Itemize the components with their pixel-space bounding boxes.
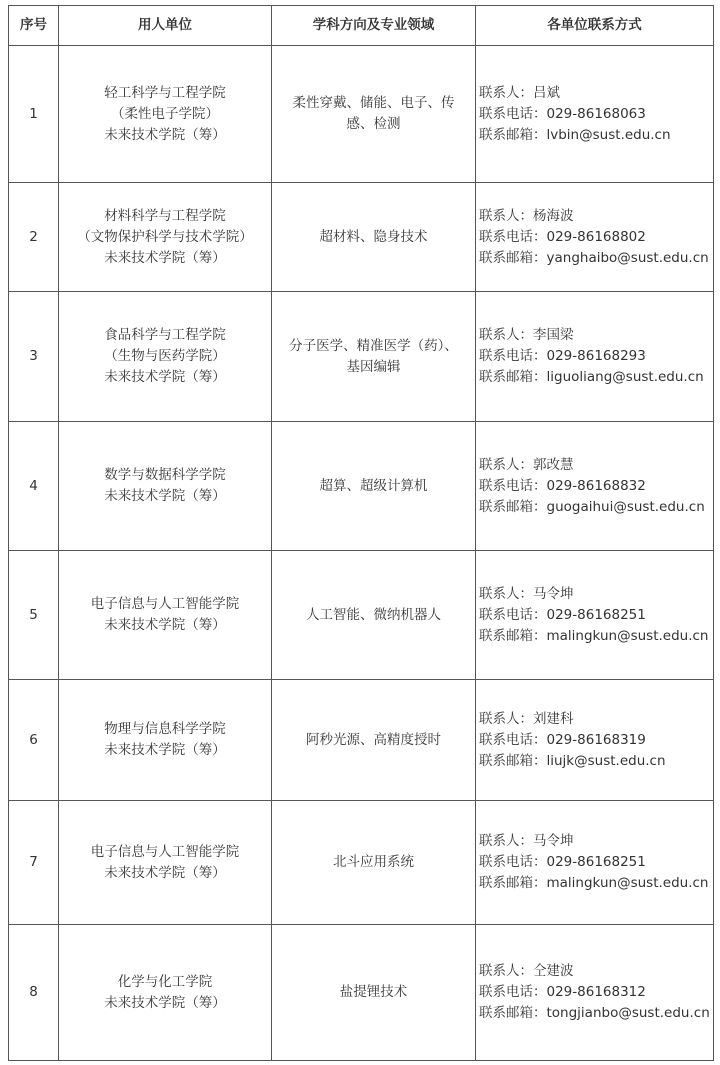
- employer-unit-line: 未来技术学院（筹）: [104, 369, 226, 385]
- contact-person-label: 联系人：: [479, 456, 533, 473]
- contact-phone-line: [479, 730, 713, 751]
- employer-unit-line: 化学与化工学院: [117, 973, 213, 990]
- table-header-row: [9, 6, 714, 46]
- row-number: 1: [9, 46, 59, 183]
- contact-person-label: 联系人：: [479, 710, 533, 727]
- contact-person-line: [479, 206, 713, 227]
- contact-email-line: [479, 497, 713, 518]
- discipline-field: 分子医学、精准医学（药）、基因编辑: [272, 292, 476, 422]
- employer-unit-cell: [59, 801, 272, 925]
- contact-person-label: 联系人：: [479, 327, 533, 343]
- employer-unit-cell: [59, 925, 272, 1061]
- contact-email-label: 联系邮箱：: [479, 369, 547, 385]
- row-number: 3: [9, 292, 59, 422]
- discipline-field: 超材料、隐身技术: [272, 183, 476, 292]
- contact-person-line: [479, 83, 713, 104]
- table-row: [9, 551, 714, 680]
- contact-email-label: 联系邮箱：: [479, 126, 547, 143]
- employer-unit-line: 数学与数据科学学院: [104, 467, 226, 483]
- contact-person-label: 联系人：: [479, 833, 533, 849]
- contact-phone-label: 联系电话：: [479, 105, 547, 122]
- employer-unit-line: 轻工科学与工程学院: [104, 84, 226, 101]
- table-row: [9, 292, 714, 422]
- contact-person-value: 仝建波: [533, 963, 574, 979]
- contact-person-label: 联系人：: [479, 963, 533, 979]
- contact-person-value: 马令坤: [533, 833, 574, 849]
- employer-unit-line: 未来技术学院（筹）: [104, 617, 226, 633]
- contact-email-line: [479, 248, 713, 269]
- table-row: [9, 183, 714, 292]
- discipline-field: 柔性穿戴、储能、电子、传感、检测: [272, 46, 476, 183]
- contact-phone-value: 029-86168293: [546, 348, 646, 364]
- contact-phone-label: 联系电话：: [479, 606, 547, 623]
- contact-phone-line: [479, 982, 713, 1003]
- contact-phone-value: 029-86168319: [546, 731, 646, 748]
- contact-person-line: [479, 584, 713, 605]
- contact-email-line: [479, 751, 713, 772]
- contact-phone-label: 联系电话：: [479, 731, 547, 748]
- contact-person-value: 吕斌: [533, 84, 560, 101]
- row-number: 2: [9, 183, 59, 292]
- contact-email-value[interactable]: guogaihui@sust.edu.cn: [546, 498, 705, 515]
- discipline-field: 北斗应用系统: [272, 801, 476, 925]
- contact-phone-line: [479, 605, 713, 626]
- header-contact: 各单位联系方式: [476, 6, 714, 46]
- employer-unit-cell: [59, 422, 272, 551]
- contact-phone-label: 联系电话：: [479, 854, 547, 870]
- contact-cell: [476, 551, 714, 680]
- table-body: [9, 46, 714, 1061]
- contact-cell: [476, 680, 714, 801]
- employer-unit-line: 电子信息与人工智能学院: [90, 843, 240, 860]
- discipline-field: 超算、超级计算机: [272, 422, 476, 551]
- discipline-field: 人工智能、微纳机器人: [272, 551, 476, 680]
- contact-phone-value: 029-86168312: [546, 984, 646, 1000]
- employer-unit-line: 未来技术学院（筹）: [104, 488, 226, 504]
- employer-unit-cell: [59, 46, 272, 183]
- row-number: 7: [9, 801, 59, 925]
- table-row: [9, 680, 714, 801]
- contact-email-line: [479, 1003, 713, 1024]
- contact-cell: [476, 422, 714, 551]
- contact-phone-value: 029-86168802: [546, 228, 646, 245]
- contact-email-value[interactable]: malingkun@sust.edu.cn: [546, 875, 709, 891]
- contact-email-label: 联系邮箱：: [479, 752, 547, 769]
- contact-person-line: [479, 325, 713, 346]
- contact-email-value[interactable]: liguoliang@sust.edu.cn: [546, 369, 704, 385]
- contact-email-value[interactable]: malingkun@sust.edu.cn: [546, 627, 709, 644]
- employer-unit-line: 电子信息与人工智能学院: [90, 596, 240, 612]
- table-row: [9, 925, 714, 1061]
- contact-email-label: 联系邮箱：: [479, 1005, 547, 1021]
- contact-email-label: 联系邮箱：: [479, 249, 547, 266]
- contact-phone-value: 029-86168832: [546, 477, 646, 494]
- contact-phone-label: 联系电话：: [479, 477, 547, 494]
- contact-email-line: [479, 125, 713, 146]
- employer-unit-line: 食品科学与工程学院: [104, 327, 226, 343]
- employer-unit-line: 材料科学与工程学院: [104, 207, 226, 224]
- employer-unit-line: 物理与信息科学学院: [104, 721, 226, 737]
- contact-person-value: 李国梁: [533, 327, 574, 343]
- employer-unit-line: 未来技术学院（筹）: [104, 864, 226, 881]
- contact-person-line: [479, 961, 713, 982]
- contact-cell: [476, 925, 714, 1061]
- contact-email-line: [479, 626, 713, 647]
- contact-person-line: [479, 455, 713, 476]
- contact-cell: [476, 183, 714, 292]
- header-no: 序号: [9, 6, 59, 46]
- contact-phone-line: [479, 227, 713, 248]
- contact-person-value: 马令坤: [533, 585, 574, 602]
- contact-phone-label: 联系电话：: [479, 228, 547, 245]
- employer-unit-line: （文物保护科学与技术学院）: [77, 228, 253, 245]
- contact-phone-value: 029-86168063: [546, 105, 646, 122]
- row-number: 6: [9, 680, 59, 801]
- recruitment-table: [8, 5, 714, 1061]
- employer-unit-cell: [59, 680, 272, 801]
- contact-cell: [476, 292, 714, 422]
- contact-phone-line: [479, 104, 713, 125]
- contact-phone-line: [479, 346, 713, 367]
- discipline-field: 盐提锂技术: [272, 925, 476, 1061]
- employer-unit-cell: [59, 292, 272, 422]
- contact-email-line: [479, 873, 713, 894]
- discipline-field: 阿秒光源、高精度授时: [272, 680, 476, 801]
- header-unit: 用人单位: [59, 6, 272, 46]
- table-row: [9, 46, 714, 183]
- contact-cell: [476, 46, 714, 183]
- contact-person-value: 刘建科: [533, 710, 574, 727]
- contact-email-line: [479, 367, 713, 388]
- row-number: 8: [9, 925, 59, 1061]
- contact-phone-label: 联系电话：: [479, 348, 547, 364]
- contact-email-label: 联系邮箱：: [479, 875, 547, 891]
- contact-email-value[interactable]: liujk@sust.edu.cn: [546, 752, 666, 769]
- contact-person-label: 联系人：: [479, 207, 533, 224]
- table-row: [9, 801, 714, 925]
- contact-email-value[interactable]: lvbin@sust.edu.cn: [546, 126, 671, 143]
- employer-unit-line: 未来技术学院（筹）: [104, 742, 226, 758]
- contact-person-line: [479, 709, 713, 730]
- contact-email-value[interactable]: yanghaibo@sust.edu.cn: [546, 249, 709, 266]
- contact-phone-value: 029-86168251: [546, 854, 646, 870]
- contact-person-label: 联系人：: [479, 84, 533, 101]
- contact-phone-label: 联系电话：: [479, 984, 547, 1000]
- contact-email-label: 联系邮箱：: [479, 627, 547, 644]
- recruitment-table-container: [8, 5, 714, 1061]
- employer-unit-line: 未来技术学院（筹）: [104, 994, 226, 1011]
- contact-email-value[interactable]: tongjianbo@sust.edu.cn: [546, 1005, 710, 1021]
- contact-person-value: 郭改慧: [533, 456, 574, 473]
- header-field: 学科方向及专业领域: [272, 6, 476, 46]
- table-row: [9, 422, 714, 551]
- contact-person-label: 联系人：: [479, 585, 533, 602]
- contact-person-line: [479, 831, 713, 852]
- contact-phone-line: [479, 476, 713, 497]
- contact-phone-line: [479, 852, 713, 873]
- employer-unit-line: （生物与医药学院）: [104, 348, 226, 364]
- employer-unit-cell: [59, 183, 272, 292]
- employer-unit-cell: [59, 551, 272, 680]
- employer-unit-line: 未来技术学院（筹）: [104, 249, 226, 266]
- row-number: 4: [9, 422, 59, 551]
- contact-email-label: 联系邮箱：: [479, 498, 547, 515]
- contact-cell: [476, 801, 714, 925]
- employer-unit-line: （柔性电子学院）: [111, 105, 219, 122]
- row-number: 5: [9, 551, 59, 680]
- contact-person-value: 杨海波: [533, 207, 574, 224]
- contact-phone-value: 029-86168251: [546, 606, 646, 623]
- employer-unit-line: 未来技术学院（筹）: [104, 126, 226, 143]
